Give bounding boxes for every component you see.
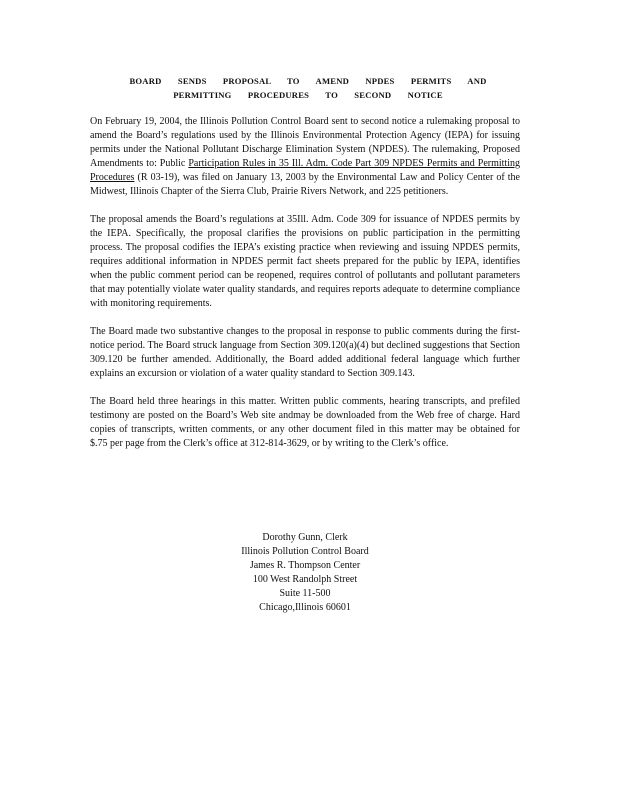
document-body — [90, 115, 520, 465]
paragraph-announcement-lead: On February 19, 2004, the Illinois Pollution Control Board sent to second notice a rulemaking proposal to amend the Board’s regulations used by the Illinois Environmental Protection Agency (IEPA) for issuing permits under the National Pollutant Discharge Elimination System (NPDES). The rulemaking, Proposed Amendments to: Public — [90, 116, 520, 169]
signature-block — [205, 531, 405, 615]
title-line-2: PERMITTING PROCEDURES TO SECOND NOTICE — [173, 90, 443, 100]
signature-organization: Illinois Pollution Control Board — [241, 546, 369, 557]
paragraph-announcement-tail: (R 03-19), was filed on January 13, 2003 by the Environmental Law and Policy Center of the Midwest, Illinois Chapter of the Sierra Club, Prairie Rivers Network, and 225 petitioners. — [90, 172, 520, 197]
title-line-1: BOARD SENDS PROPOSAL TO AMEND NPDES PERMITS AND — [129, 76, 487, 86]
rulemaking-title: Participation Rules in 35 Ill. Adm. Code Part 309 NPDES Permits and Permitting Procedures — [90, 158, 520, 183]
document-title — [88, 74, 528, 102]
signature-name: Dorothy Gunn, Clerk — [262, 532, 348, 543]
paragraph-proposal-summary: The proposal amends the Board’s regulations at 35Ill. Adm. Code 309 for issuance of NPDES permits by the IEPA. Specifically, the proposal clarifies the provisions on public participation in the permitting process. The proposal codifies the IEPA’s existing practice when reviewing and issuing NPDES permits, requires additional information in NPDES permit fact sheets prepared for the public by IEPA, identifies when the public comment period can be reopened, requires control of pollutants and pollutant parameters that may potentially violate water quality standards, and requires reports adequate to determine compliance with monitoring requirements. — [90, 214, 520, 309]
signature-city: Chicago,Illinois 60601 — [259, 602, 351, 613]
paragraph-announcement — [90, 115, 520, 199]
paragraph-hearings: The Board held three hearings in this matter. Written public comments, hearing transcripts, and prefiled testimony are posted on the Board’s Web site andmay be downloaded from the Web free of charge. Hard copies of transcripts, written comments, or any other document filed in this matter may be obtained for $.75 per page from the Clerk’s office at 312-814-3629, or by writing to the Clerk’s office. — [90, 396, 520, 449]
paragraph-substantive-changes: The Board made two substantive changes to the proposal in response to public comments during the first-notice period. The Board struck language from Section 309.120(a)(4) but declined suggestions that Section 309.120 be further amended. Additionally, the Board added additional federal language which further explains an excursion or violation of a water quality standard to Section 309.143. — [90, 326, 520, 379]
signature-street: 100 West Randolph Street — [252, 574, 358, 585]
signature-suite: Suite 11-500 — [279, 588, 331, 599]
signature-building: James R. Thompson Center — [249, 560, 361, 571]
